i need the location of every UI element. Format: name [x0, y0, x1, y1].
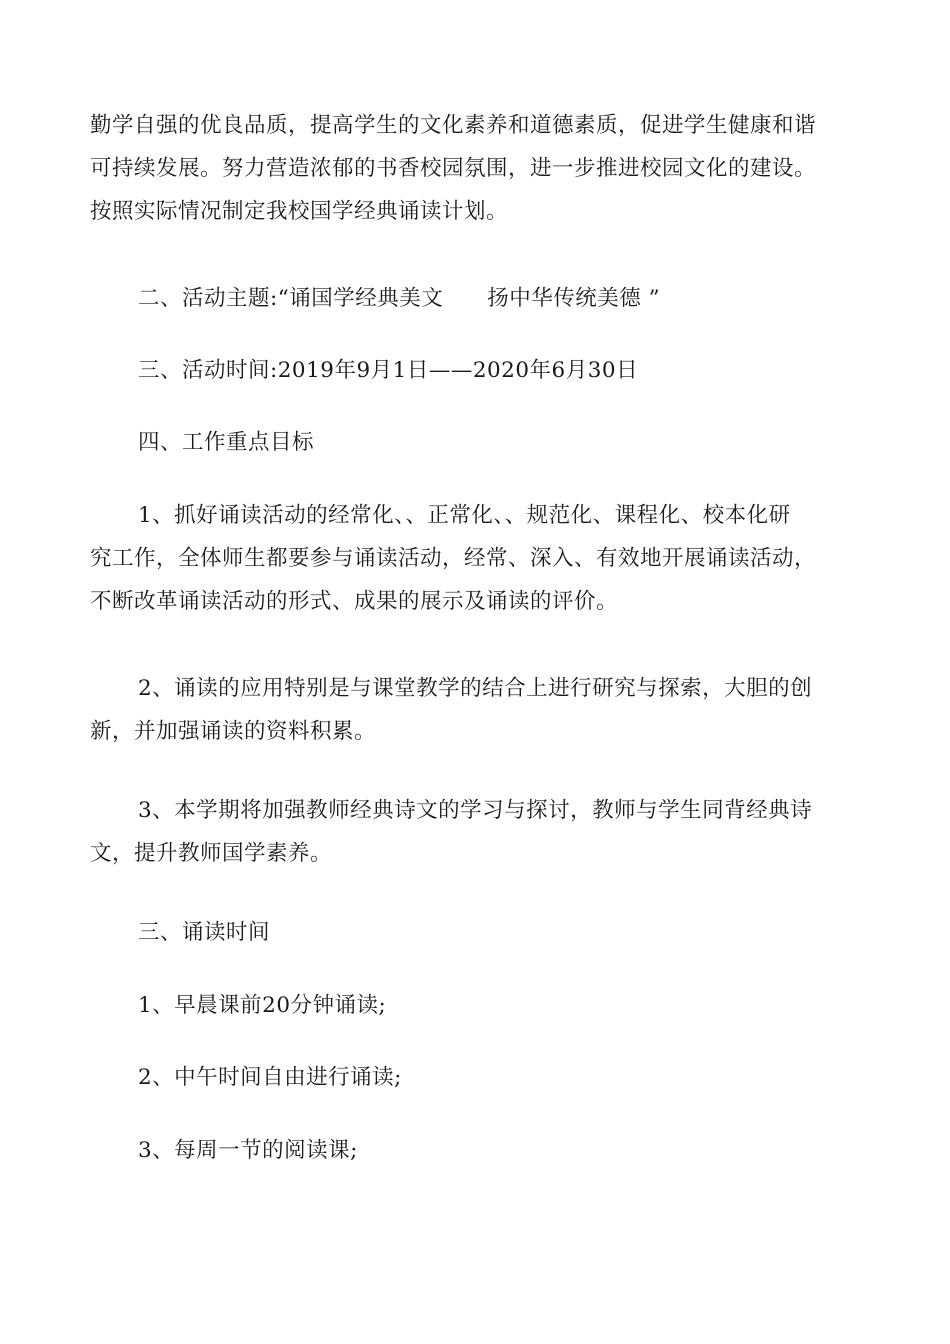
paragraph-line: 可持续发展。努力营造浓郁的书香校园氛围，进一步推进校园文化的建设。: [90, 156, 817, 181]
paragraph-line: 2、诵读的应用特别是与课堂教学的结合上进行研究与探索，大胆的创: [138, 676, 813, 701]
paragraph-line: 1、抓好诵读活动的经常化、、正常化、、规范化、课程化、校本化研: [138, 503, 791, 528]
section-heading-theme: 二、活动主题:“诵国学经典美文 扬中华传统美德 ”: [138, 286, 661, 311]
activity-time: [90, 349, 860, 392]
section-heading-reading-time: 三、诵读时间: [138, 920, 271, 945]
intro-paragraph: [90, 104, 860, 233]
goal-2-paragraph: [90, 667, 860, 753]
goals-heading: [90, 421, 860, 464]
goal-1-paragraph: [90, 494, 860, 623]
reading-time-item-3: [90, 1129, 860, 1172]
paragraph-line: 勤学自强的优良品质，提高学生的文化素养和道德素质，促进学生健康和谐: [90, 113, 817, 138]
paragraph-line: 新，并加强诵读的资料积累。: [90, 719, 377, 744]
section-heading-goals: 四、工作重点目标: [138, 430, 315, 455]
paragraph-line: 究工作，全体师生都要参与诵读活动，经常、深入、有效地开展诵读活动，: [90, 546, 817, 571]
section-heading-time: 三、活动时间:2019年9月1日——2020年6月30日: [138, 358, 639, 383]
reading-time-item-2: [90, 1056, 860, 1099]
reading-time-heading: [90, 911, 860, 954]
list-item: 2、中午时间自由进行诵读;: [138, 1065, 402, 1090]
list-item: 1、早晨课前20分钟诵读;: [138, 993, 387, 1018]
list-item: 3、每周一节的阅读课;: [138, 1138, 358, 1163]
goal-3-paragraph: [90, 789, 860, 875]
reading-time-item-1: [90, 984, 860, 1027]
activity-theme: [90, 277, 860, 320]
paragraph-line: 按照实际情况制定我校国学经典诵读计划。: [90, 199, 509, 224]
paragraph-line: 文，提升教师国学素养。: [90, 841, 333, 866]
paragraph-line: 不断改革诵读活动的形式、成果的展示及诵读的评价。: [90, 589, 619, 614]
paragraph-line: 3、本学期将加强教师经典诗文的学习与探讨，教师与学生同背经典诗: [138, 798, 813, 823]
